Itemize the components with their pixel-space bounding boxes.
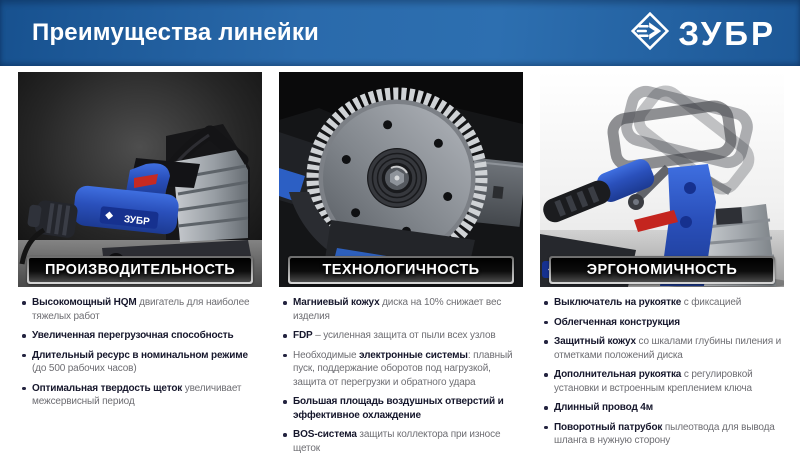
feature-category-band xyxy=(27,256,253,284)
feature-item-keyword: Защитный кожух xyxy=(554,336,636,347)
feature-list xyxy=(282,296,523,455)
diamond-disc-illustration xyxy=(279,72,523,287)
feature-item xyxy=(21,349,262,376)
feature-item xyxy=(21,296,262,323)
feature-item-text: с регулировкой установки и встроенным креплением ключа xyxy=(554,369,753,394)
feature-item xyxy=(282,329,523,343)
zubr-diamond-icon xyxy=(631,12,669,55)
feature-item-keyword: электронные системы xyxy=(359,349,468,361)
feature-column-2 xyxy=(279,72,523,461)
feature-item-keyword: Дополнительная рукоятка xyxy=(554,369,682,380)
feature-item-text: – усиленная защита от пыли всех узлов xyxy=(312,330,496,341)
feature-item xyxy=(543,296,784,310)
feature-category-title: ПРОИЗВОДИТЕЛЬНОСТЬ xyxy=(29,258,251,282)
feature-column-3 xyxy=(540,72,784,461)
product-photo-wall-chaser-side-view xyxy=(18,72,262,287)
feature-list xyxy=(543,296,784,448)
feature-column-1 xyxy=(18,72,262,461)
columns-container xyxy=(0,66,800,461)
feature-item xyxy=(543,401,784,415)
header-bar xyxy=(0,0,800,66)
feature-category-title: ЭРГОНОМИЧНОСТЬ xyxy=(551,258,773,282)
feature-category-band xyxy=(288,256,514,284)
feature-item-keyword: Большая площадь воздушных отверстий и эффективное охлаждение xyxy=(293,396,504,421)
feature-item xyxy=(282,296,523,323)
feature-item-keyword: Длительный ресурс в номинальном режиме xyxy=(32,349,248,361)
page-title: Преимущества линейки xyxy=(32,19,319,46)
feature-item-text: с фиксацией xyxy=(681,297,742,308)
feature-item-text: : плавный пуск, поддержание оборотов под нагрузкой, защита от перегрузки и обратного удара xyxy=(293,349,513,388)
feature-item xyxy=(543,421,784,448)
product-photo-diamond-disc-closeup xyxy=(279,72,523,287)
zubr-logo-text: ЗУБР xyxy=(678,14,776,52)
feature-item-keyword: BOS-система xyxy=(293,429,357,440)
feature-item-text: увеличивает межсервисный период xyxy=(32,382,242,407)
zubr-logo xyxy=(631,12,776,55)
feature-item-text: диска на 10% снижает вес изделия xyxy=(293,297,502,322)
feature-item-text: двигатель для наиболее тяжелых работ xyxy=(32,297,250,322)
feature-item xyxy=(543,316,784,330)
feature-item-keyword: Длинный провод 4м xyxy=(554,402,653,413)
feature-item-text: (до 500 рабочих часов) xyxy=(32,363,137,374)
feature-item xyxy=(282,349,523,390)
feature-item xyxy=(21,329,262,343)
wall-chaser-illustration xyxy=(18,72,262,287)
feature-item-keyword: Поворотный патрубок xyxy=(554,421,663,433)
feature-item-keyword: Выключатель на рукоятке xyxy=(554,297,682,308)
feature-item xyxy=(282,428,523,455)
feature-category-title: ТЕХНОЛОГИЧНОСТЬ xyxy=(290,258,512,282)
feature-item-keyword: Магниевый кожух xyxy=(293,297,380,308)
feature-item xyxy=(21,382,262,409)
svg-text:ЗУБР: ЗУБР xyxy=(123,214,151,228)
folding-handle-illustration xyxy=(540,72,784,287)
feature-item-text: пылеотвода для вывода шланга в нужную сторону xyxy=(554,421,775,446)
feature-item xyxy=(543,368,784,395)
feature-item-text: защиты коллектора при износе щеток xyxy=(293,429,501,454)
feature-item-text: Необходимые xyxy=(293,349,359,361)
feature-list xyxy=(21,296,262,409)
feature-item-keyword: Облегченная конструкция xyxy=(554,316,680,328)
feature-item xyxy=(282,395,523,422)
feature-item xyxy=(543,335,784,362)
feature-item-keyword: Оптимальная твердость щеток xyxy=(32,382,183,394)
feature-item-keyword: FDP xyxy=(293,330,313,341)
feature-item-keyword: Увеличенная перегрузочная способность xyxy=(32,330,234,341)
feature-item-keyword: Высокомощный HQM xyxy=(32,297,137,308)
product-photo-folding-handle-positions xyxy=(540,72,784,287)
feature-item-text: со шкалами глубины пиления и отметками положений диска xyxy=(554,336,782,361)
feature-category-band xyxy=(549,256,775,284)
